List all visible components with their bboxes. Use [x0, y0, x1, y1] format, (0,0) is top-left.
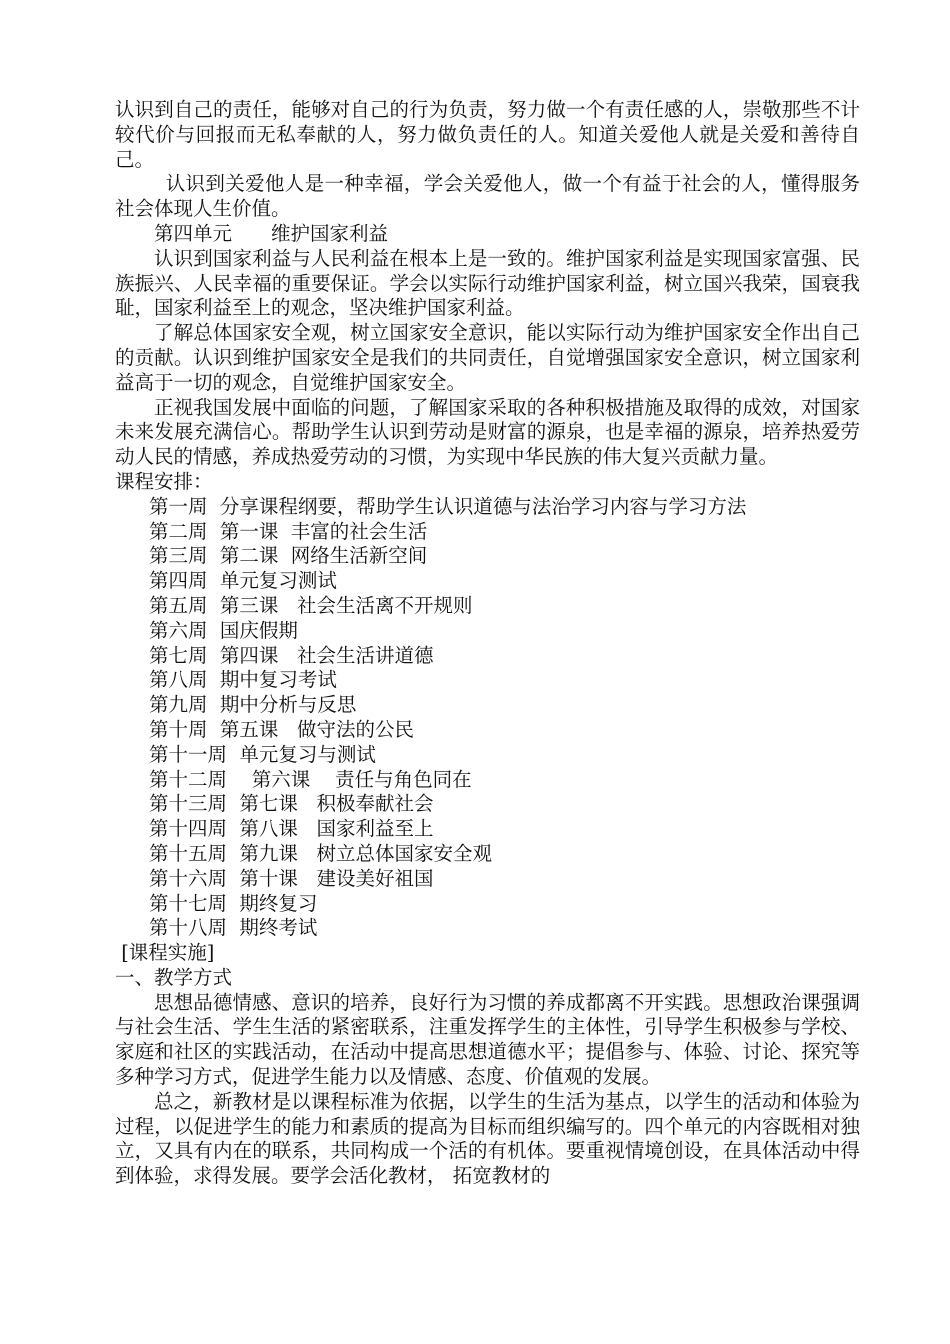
- schedule-week-item: 第六周 国庆假期: [149, 618, 298, 642]
- schedule-week-item: 第九周 期中分析与反思: [149, 693, 357, 717]
- schedule-week-list: [115, 495, 860, 941]
- schedule-week-item: 第十周 第五课 做守法的公民: [149, 717, 414, 741]
- schedule-week-item: 第十一周 单元复习与测试: [149, 742, 376, 766]
- teaching-method-subtitle: 一、教学方式: [115, 965, 233, 989]
- unit-4-paragraph-3: 正视我国发展中面临的问题，了解国家采取的各种积极措施及取得的成效，对国家未来发展充满信心。帮助学生认识到劳动是财富的源泉，也是幸福的源泉，培养热爱劳动人民的情感，养成热爱劳动的习惯，为实现中华民族的伟大复兴贡献力量。: [115, 395, 860, 469]
- schedule-week-item: 第七周 第四课 社会生活讲道德: [149, 643, 434, 667]
- intro-paragraph-1: 认识到自己的责任，能够对自己的行为负责，努力做一个有责任感的人，崇敬那些不计较代价与回报而无私奉献的人，努力做负责任的人。知道关爱他人就是关爱和善待自己。: [115, 98, 860, 171]
- schedule-week-item: 第四周 单元复习测试: [149, 569, 337, 593]
- unit-4-paragraph-2: 了解总体国家安全观，树立国家安全意识，能以实际行动为维护国家安全作出自己的贡献。认识到维护国家安全是我们的共同责任，自觉增强国家安全意识，树立国家利益高于一切的观念，自觉维护国家安全。: [115, 321, 860, 394]
- schedule-week-item: 第五周 第三课 社会生活离不开规则: [149, 593, 473, 617]
- implementation-paragraph-2: 总之，新教材是以课程标准为依据，以学生的生活为基点，以学生的活动和体验为过程，以促进学生的能力和素质的提高为目标而组织编写的。四个单元的内容既相对独立，又具有内在的联系，共同构成一个活的有机体。要重视情境创设，在具体活动中得到体验，求得发展。要学会活化教材， 拓宽教材的: [115, 1089, 860, 1188]
- schedule-week-item: 第一周 分享课程纲要，帮助学生认识道德与法治学习内容与学习方法: [149, 494, 747, 518]
- schedule-week-item: 第十三周 第七课 积极奉献社会: [149, 792, 434, 816]
- document-page: [115, 98, 860, 1189]
- implementation-paragraph-1: 思想品德情感、意识的培养，良好行为习惯的养成都离不开实践。思想政治课强调与社会生活、学生生活的紧密联系，注重发挥学生的主体性，引导学生积极参与学校、家庭和社区的实践活动，在活动中提高思想道德水平；提倡参与、体验、讨论、探究等多种学习方式，促进学生能力以及情感、态度、价值观的发展。: [115, 990, 860, 1089]
- schedule-week-item: 第二周 第一课 丰富的社会生活: [149, 519, 428, 543]
- schedule-week-item: 第十六周 第十课 建设美好祖国: [149, 866, 434, 890]
- schedule-week-item: 第十四周 第八课 国家利益至上: [149, 817, 434, 841]
- schedule-week-item: 第十五周 第九课 树立总体国家安全观: [149, 841, 492, 865]
- schedule-week-item: 第十二周 第六课 责任与角色同在: [149, 767, 472, 791]
- schedule-title: 课程安排：: [115, 469, 213, 493]
- schedule-week-item: 第三周 第二课 网络生活新空间: [149, 544, 428, 568]
- intro-paragraph-2: 认识到关爱他人是一种幸福，学会关爱他人，做一个有益于社会的人，懂得服务社会体现人生价值。: [115, 172, 860, 221]
- implementation-title: [课程实施]: [115, 941, 215, 965]
- schedule-week-item: 第十八周 期终考试: [149, 916, 318, 940]
- unit-4-paragraph-1: 认识到国家利益与人民利益在根本上是一致的。维护国家利益是实现国家富强、民族振兴、人民幸福的重要保证。学会以实际行动维护国家利益，树立国兴我荣，国衰我耻，国家利益至上的观念，坚决维护国家利益。: [115, 246, 860, 320]
- unit-4-heading: 第四单元 维护国家利益: [154, 221, 389, 245]
- schedule-week-item: 第八周 期中复习考试: [149, 668, 337, 692]
- schedule-week-item: 第十七周 期终复习: [149, 891, 318, 915]
